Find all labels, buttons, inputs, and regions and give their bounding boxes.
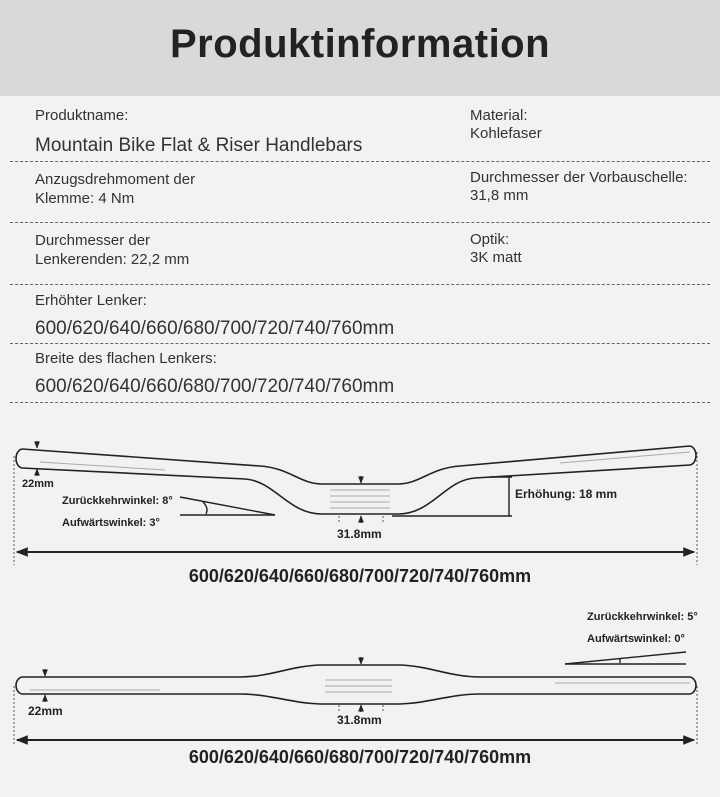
flat-upsweep: Aufwärtswinkel: 0°: [587, 633, 685, 645]
flat-widths: 600/620/640/660/680/700/720/740/760mm: [35, 376, 395, 397]
flat-width-label: 600/620/640/660/680/700/720/740/760mm: [188, 747, 532, 767]
riser-end-diameter: 22mm: [22, 478, 54, 490]
riser-upsweep: Aufwärtswinkel: 3°: [62, 517, 160, 529]
flat-angle-wedge: [565, 652, 686, 664]
finish-label: Optik:: [470, 231, 510, 248]
flat-backsweep: Zurückkehrwinkel: 5°: [587, 611, 698, 623]
clamp-diameter-label: Durchmesser der Vorbauschelle:: [470, 169, 688, 186]
flat-highlight-lines: [30, 680, 690, 692]
flat-end-diameter: 22mm: [28, 704, 63, 718]
product-name-label: Produktname:: [35, 107, 129, 124]
riser-widths: 600/620/640/660/680/700/720/740/760mm: [35, 318, 395, 339]
flat-clamp: 31.8mm: [337, 713, 382, 727]
material-label: Material:: [470, 107, 528, 124]
end-diameter-line-2: Lenkerenden: 22,2 mm: [35, 251, 190, 268]
flat-width-label: Breite des flachen Lenkers:: [35, 350, 217, 367]
page-title: Produktinformation: [169, 22, 551, 66]
riser-backsweep: Zurückkehrwinkel: 8°: [62, 495, 173, 507]
riser-clamp: 31.8mm: [337, 527, 382, 541]
material-value: Kohlefaser: [470, 125, 542, 142]
riser-angle-wedge: [180, 497, 275, 515]
torque-line-2: Klemme: 4 Nm: [35, 190, 135, 207]
flat-handlebar: [16, 665, 696, 704]
torque-line-1: Anzugsdrehmoment der: [35, 171, 196, 188]
finish-value: 3K matt: [470, 249, 522, 266]
product-name-value: Mountain Bike Flat & Riser Handlebars: [35, 135, 363, 156]
riser-rise: Erhöhung: 18 mm: [515, 487, 618, 501]
riser-label: Erhöhter Lenker:: [35, 292, 147, 309]
clamp-diameter-value: 31,8 mm: [470, 187, 529, 204]
end-diameter-line-1: Durchmesser der: [35, 232, 151, 249]
riser-width-label: 600/620/640/660/680/700/720/740/760mm: [188, 566, 532, 586]
